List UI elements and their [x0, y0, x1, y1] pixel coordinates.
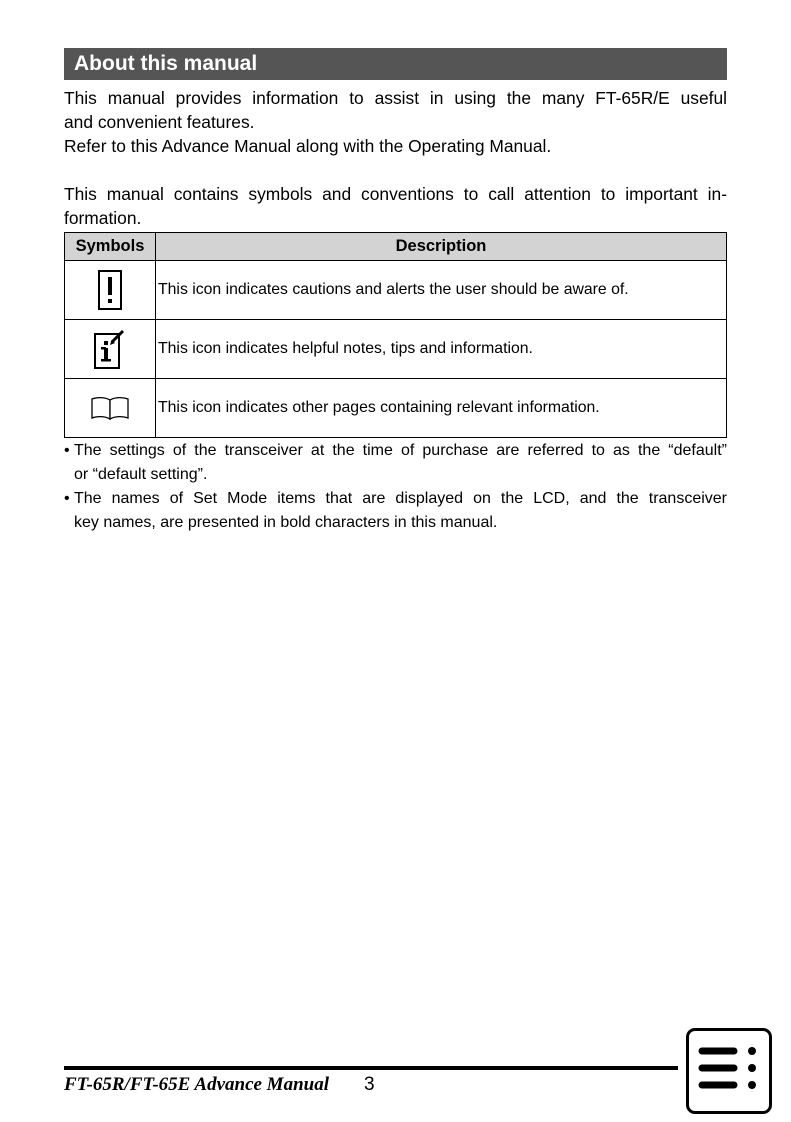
section-title: About this manual: [74, 52, 258, 75]
list-item: [64, 487, 727, 535]
table-row: [65, 261, 727, 320]
bullet-line: key names, are presented in bold characters in this manual.: [74, 514, 498, 531]
intro-paragraph-3-line-1: This manual contains symbols and conventions to call attention to important in-: [64, 184, 727, 204]
symbol-cell: [65, 261, 156, 320]
symbols-table: [64, 232, 727, 438]
section-banner: [64, 48, 727, 80]
note-icon: [93, 328, 127, 370]
symbol-cell: [65, 320, 156, 379]
intro-text: [64, 86, 727, 230]
page-number: 3: [364, 1074, 375, 1095]
bullet-line: The names of Set Mode items that are displayed on the LCD, and the transceiver: [74, 490, 727, 507]
bullet-marker: •: [64, 490, 70, 507]
table-row: [65, 320, 727, 379]
intro-paragraph-1-line-2: and convenient features.: [64, 112, 255, 132]
bullet-marker: •: [64, 442, 70, 459]
bullet-line: or “default setting”.: [74, 466, 208, 483]
table-row: [65, 379, 727, 438]
description-cell: This icon indicates cautions and alerts the user should be aware of.: [156, 261, 727, 320]
bullet-list: [64, 439, 727, 535]
column-header-description: Description: [156, 233, 727, 261]
caution-icon: [98, 270, 122, 310]
intro-paragraph-3-line-2: formation.: [64, 208, 142, 228]
column-header-symbols: Symbols: [65, 233, 156, 261]
footer-rule: [64, 1066, 678, 1070]
menu-icon: [689, 1031, 769, 1111]
footer-title: FT-65R/FT-65E Advance Manual: [64, 1074, 329, 1095]
description-cell: This icon indicates helpful notes, tips and information.: [156, 320, 727, 379]
book-icon: [90, 395, 130, 421]
list-item: [64, 439, 727, 487]
table-header-row: [65, 233, 727, 261]
description-cell: This icon indicates other pages containing relevant information.: [156, 379, 727, 438]
intro-paragraph-1-line-1: This manual provides information to assist in using the many FT-65R/E useful: [64, 88, 727, 108]
table-of-contents-button[interactable]: [686, 1028, 772, 1114]
intro-paragraph-2: Refer to this Advance Manual along with the Operating Manual.: [64, 136, 552, 156]
bullet-line: The settings of the transceiver at the time of purchase are referred to as the “default”: [74, 442, 727, 459]
symbol-cell: [65, 379, 156, 438]
